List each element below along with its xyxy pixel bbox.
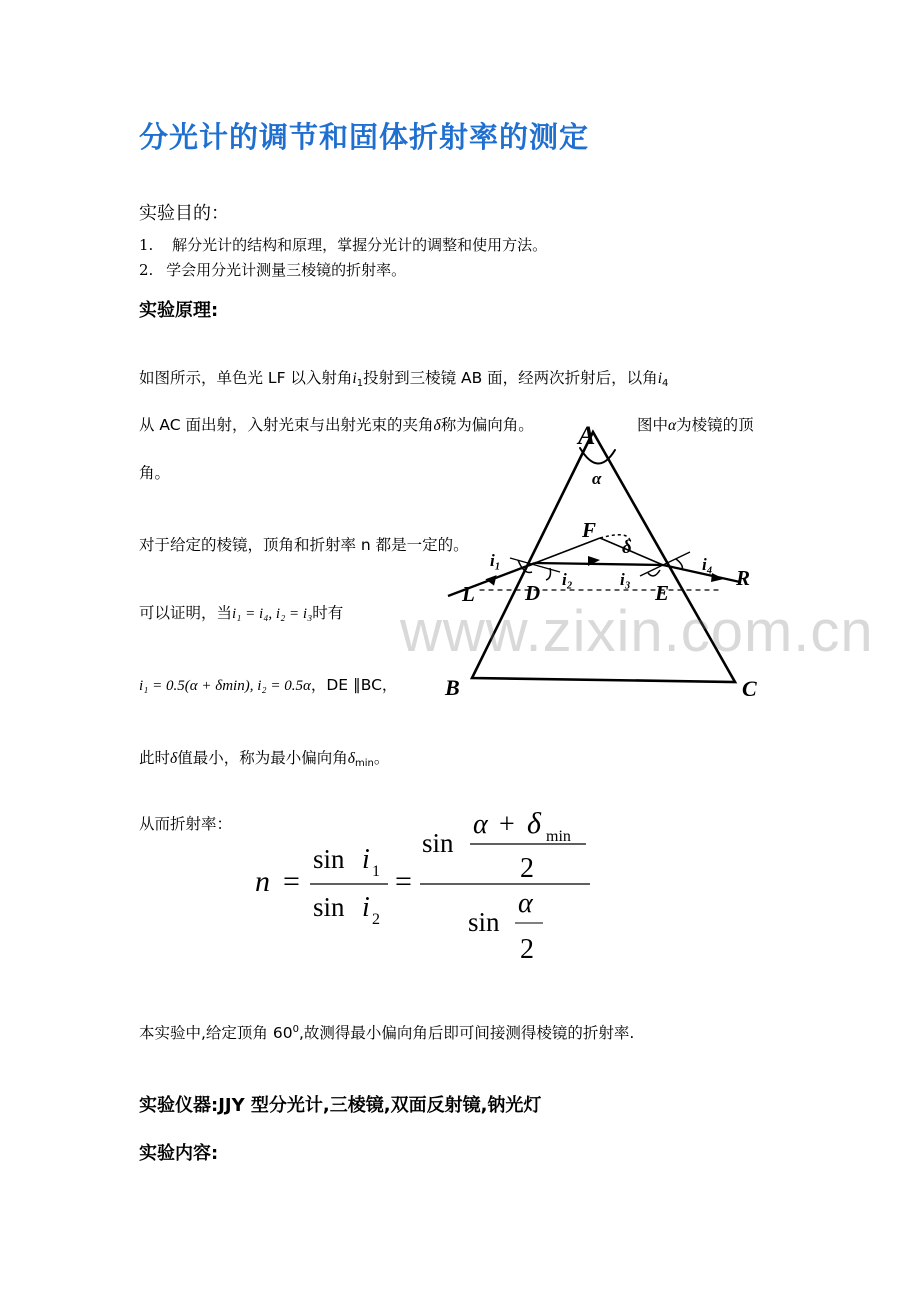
purpose-heading: 实验目的： [139,203,229,224]
label-i4: i₄ [702,555,713,574]
label-i1: i₁ [490,551,501,570]
degree-superscript: 0 [292,1023,299,1035]
formula-sin: sin [468,907,500,937]
label-i2: i₂ [562,570,573,589]
formula-two: 2 [520,853,534,884]
label-delta: δ [622,537,632,558]
formula-sin: sin [313,892,345,922]
label-A: A [578,421,596,450]
text-run: 投射到三棱镜 AB 面，经两次折射后，以角 [363,369,658,387]
text-run: ,故测得最小偏向角后即可间接测得棱镜的折射率. [298,1024,635,1042]
item-number: 2. [139,261,154,279]
label-C: C [742,676,757,701]
condition-math: i₁ = i₄, i₂ = i₃ [232,606,313,622]
principle-line-3: 角。 [139,464,171,482]
label-L: L [462,582,475,606]
formula-equals: = [283,865,300,898]
equation-math: i₁ = 0.5(α + δmin), i₂ = 0.5α [139,678,311,694]
formula-alpha: α [518,888,533,919]
label-F: F [582,518,597,542]
formula-subscript: 2 [372,911,380,928]
principle-line-1 [139,366,668,389]
principle-line-7 [139,746,389,769]
ray-DE [535,563,663,565]
formula-var-i: i [362,892,370,923]
text-run: 。 [373,749,390,767]
instruments-heading: 实验仪器:JJY 型分光计,三棱镜,双面反射镜,钠光灯 [139,1095,542,1116]
refraction-formula [250,800,600,970]
text-run: 时有 [312,604,344,622]
formula-two: 2 [520,934,534,965]
principle-line-5 [139,601,343,623]
formula-subscript: 1 [372,863,380,880]
subscript: 1 [356,378,364,389]
var-delta: δ [433,417,441,434]
var-i: i [352,370,357,387]
label-D: D [525,581,541,605]
content-heading: 实验内容: [139,1143,219,1164]
subscript: min [354,758,374,769]
var-delta: δ [170,750,178,767]
text-run: 本实验中,给定顶角 60 [139,1024,293,1042]
text-run: 值最小，称为最小偏向角 [177,749,348,767]
label-E: E [655,581,670,605]
formula-plus: + [499,809,515,840]
principle-line-6 [139,673,397,695]
text-run: 此时 [139,749,171,767]
item-text: 学会用分光计测量三棱镜的折射率。 [166,261,407,279]
principle-heading: 实验原理: [139,300,219,321]
var-i: i [657,370,662,387]
text-run: 从 AC 面出射，入射光束与出射光束的夹角 [139,416,434,434]
label-R: R [736,566,751,590]
formula-alpha: α [473,809,488,840]
principle-line-8: 从而折射率： [139,815,233,833]
purpose-item-2 [139,259,406,280]
text-run: ，DE ∥BC， [310,676,398,694]
page-title: 分光计的调节和固体折射率的测定 [139,120,590,154]
subscript: 4 [662,378,669,389]
item-text: 解分光计的结构和原理，掌握分光计的调整和使用方法。 [172,236,548,254]
formula-equals: = [395,865,412,898]
text-run: 为棱镜的顶 [676,416,754,434]
var-alpha: α [668,417,677,434]
principle-line-9 [139,1021,634,1043]
formula-delta: δ [527,807,541,840]
angle-arc-i2 [546,568,551,580]
label-alpha: α [592,469,602,488]
item-number: 1. [139,236,154,254]
principle-line-4: 对于给定的棱镜，顶角和折射率 n 都是一定的。 [139,536,469,554]
var-delta: δ [347,750,355,767]
label-B: B [445,675,460,700]
formula-subscript-min: min [546,828,571,845]
formula-sin: sin [422,828,454,858]
formula-sin: sin [313,844,345,874]
formula-n: n [255,865,270,898]
text-run: 如图所示，单色光 LF 以入射角 [139,369,353,387]
text-run: 图中 [637,416,669,434]
label-i3: i₃ [620,570,631,589]
watermark: www.zixin.com.cn [400,599,874,664]
formula-var-i: i [362,844,370,875]
purpose-item-1 [139,234,547,255]
text-run: 可以证明，当 [139,604,233,622]
text-run: 称为偏向角。 [440,416,534,434]
